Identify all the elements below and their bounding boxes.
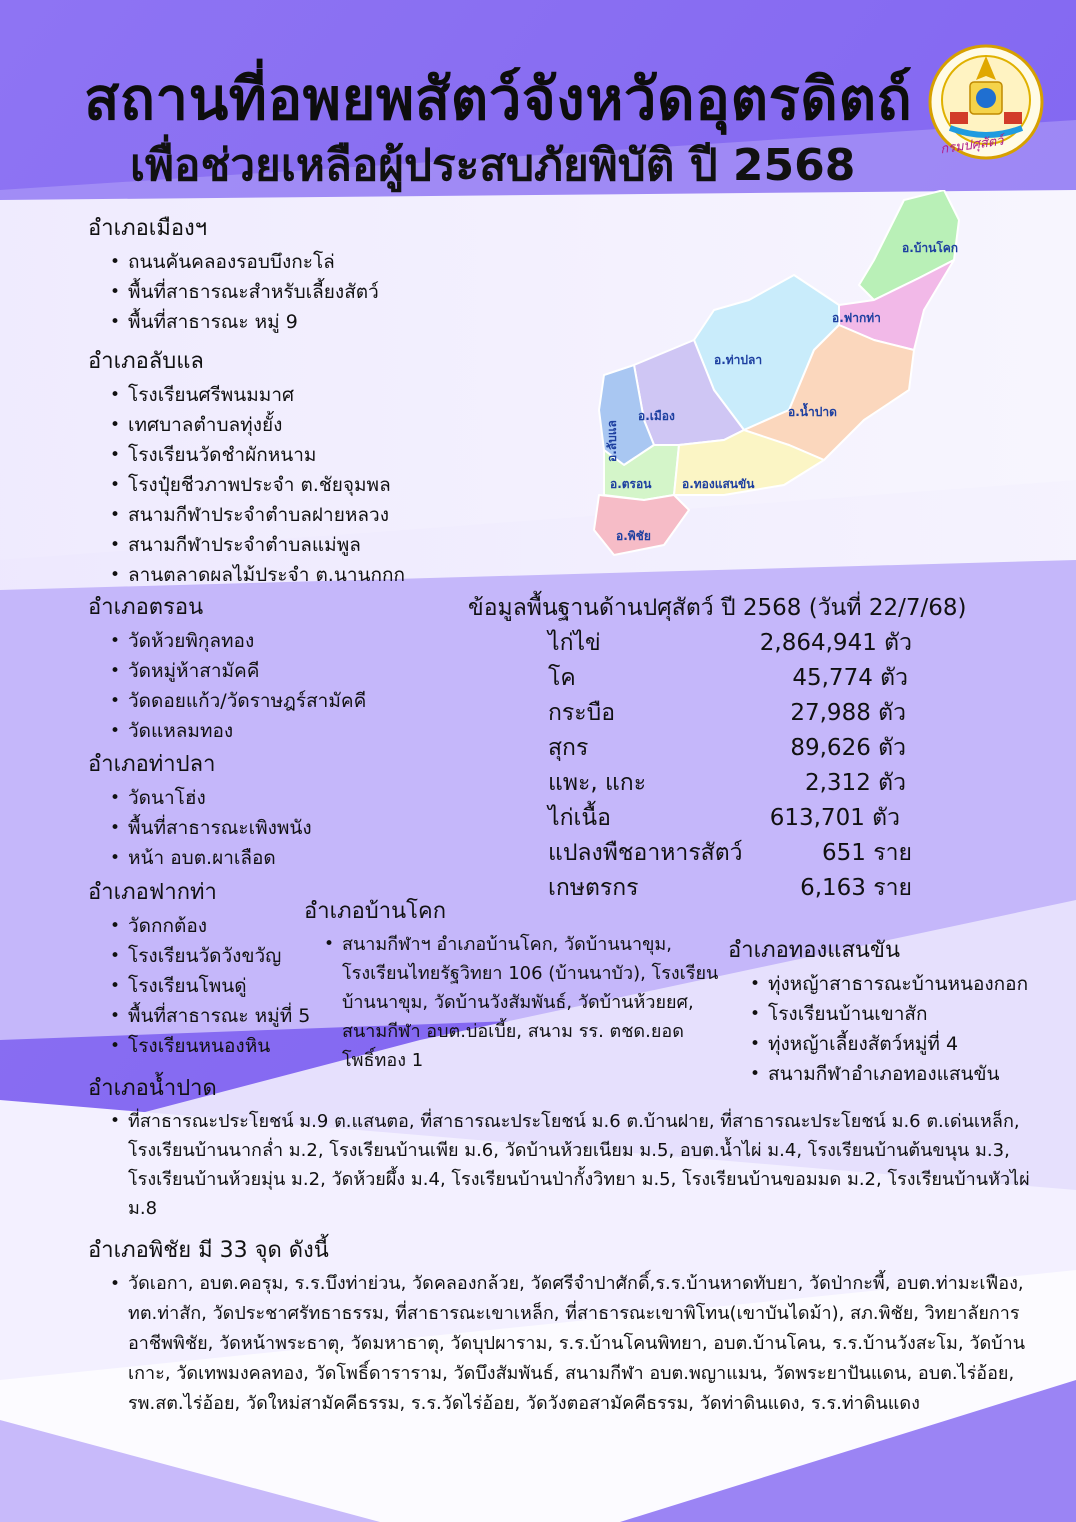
- location-list: [88, 1269, 1048, 1419]
- list-item: • วัดหมู่ห้าสามัคคี: [128, 656, 366, 686]
- list-item: • วัดเอกา, อบต.คอรุม, ร.ร.บึงท่าย่วน, วัดคลองกล้วย, วัดศรีจำปาศักดิ์,ร.ร.บ้านหาดทับยา, วัดป่ากะพี้, อบต.ท่ามะเฟือง, ทต.ท่าสัก, วัดประชาศรัทธาธรรม, ที่สาธารณะเขาเหล็ก, ที่สาธารณะเขาพิโทน(เขาบันไดม้า), สภ.พิชัย, วิทยาลัยการอาชีพพิชัย, วัดหน้าพระธาตุ, วัดมหาธาตุ, วัดบุปผาราม, ร.ร.บ้านโคนพิทยา, อบต.บ้านโคน, ร.ร.บ้านวังสะโม, วัดบ้านเกาะ, วัดเทพมงคลทอง, วัดโพธิ์ดาราราม, วัดบึงสัมพันธ์, สนามกีฬา อบต.พญาแมน, วัดพระยาปันแดน, อบต.ไร่อ้อย, รพ.สต.ไร่อ้อย, วัดใหม่สามัคคีธรรม, ร.ร.วัดไร่อ้อย, วัดวังตอสามัคคีธรรม, วัดท่าดินแดง, ร.ร.ท่าดินแดง: [128, 1269, 1048, 1419]
- map-label-mueang: อ.เมือง: [638, 409, 675, 423]
- list-item: • โรงเรียนวัดชำผักหนาม: [128, 440, 405, 470]
- district-mueang: [88, 210, 379, 337]
- map-label-nampat: อ.น้ำปาด: [788, 405, 837, 419]
- list-item: • ลานตลาดผลไม้ประจำ ต.นานกกก: [128, 560, 405, 590]
- stat-label: แปลงพืชอาหารสัตว์: [548, 840, 743, 866]
- list-item: • วัดนาโฮ่ง: [128, 783, 312, 813]
- stat-row: [548, 801, 900, 836]
- stat-row: [548, 836, 912, 871]
- stat-value: 27,988 ตัว: [790, 700, 906, 726]
- location-list: [88, 1107, 1048, 1223]
- list-item: • สนามกีฬาฯ อำเภอบ้านโคก, วัดบ้านนาขุม, โรงเรียนไทยรัฐวิทยา 106 (บ้านนาบัว), โรงเรียนบ้านนาขุม, วัดบ้านวังสัมพันธ์, วัดบ้านห้วยยศ, สนามกีฬา อบต.บ่อเบี้ย, สนาม รร. ตชด.ยอดโพธิ์ทอง 1: [342, 930, 720, 1075]
- district-nampat: [88, 1070, 1048, 1223]
- district-heading: อำเภอพิชัย มี 33 จุด ดังนี้: [88, 1238, 329, 1263]
- list-item: • หน้า อบต.ผาเลือด: [128, 843, 312, 873]
- list-item: • เทศบาลตำบลทุ่งยั้ง: [128, 410, 405, 440]
- stat-row: [548, 696, 906, 731]
- location-list: [88, 911, 310, 1061]
- district-heading: อำเภอท่าปลา: [88, 752, 216, 777]
- district-bankhok: [304, 893, 720, 1075]
- department-logo: [926, 42, 1046, 162]
- stat-label: ไก่เนื้อ: [548, 805, 611, 831]
- district-fakta: [88, 874, 310, 1061]
- location-list: [88, 626, 366, 746]
- list-item: • วัดกกต้อง: [128, 911, 310, 941]
- district-heading: อำเภอตรอน: [88, 595, 204, 620]
- district-laplae: [88, 343, 405, 590]
- district-heading: อำเภอเมืองฯ: [88, 216, 208, 241]
- stat-row: [548, 661, 908, 696]
- list-item: • ถนนคันคลองรอบบึงกะโล่: [128, 247, 379, 277]
- list-item: • ทุ่งหญ้าเลี้ยงสัตว์หมู่ที่ 4: [768, 1029, 1028, 1059]
- list-item: • พื้นที่สาธารณะ หมู่ 9: [128, 307, 379, 337]
- stat-label: สุกร: [548, 735, 589, 761]
- livestock-stats-title: ข้อมูลพื้นฐานด้านปศุสัตว์ ปี 2568 (วันที่ 22/7/68): [468, 595, 967, 621]
- stat-label: แพะ, แกะ: [548, 770, 647, 796]
- stat-row: [548, 731, 906, 766]
- list-item: • โรงเรียนบ้านเขาสัก: [768, 999, 1028, 1029]
- map-label-tron: อ.ตรอน: [610, 477, 652, 491]
- stat-label: เกษตรกร: [548, 875, 639, 901]
- stat-value: 651 ราย: [822, 840, 912, 866]
- logo-caption: กรมปศุสัตว์: [939, 133, 1005, 158]
- district-heading: อำเภอลับแล: [88, 349, 204, 374]
- district-heading: อำเภอน้ำปาด: [88, 1076, 217, 1101]
- stat-label: กระบือ: [548, 700, 616, 726]
- page-title: สถานที่อพยพสัตว์จังหวัดอุตรดิตถ์: [84, 65, 913, 133]
- map-label-thongsaenkhan: อ.ทองแสนขัน: [682, 477, 755, 491]
- stat-value: 2,312 ตัว: [804, 770, 906, 796]
- district-phichai: [88, 1232, 1048, 1419]
- list-item: • โรงปุ๋ยชีวภาพประจำ ต.ชัยจุมพล: [128, 470, 405, 500]
- map-region-phichai: [594, 495, 689, 555]
- stat-label: ไก่ไข่: [548, 630, 601, 656]
- stat-value: 2,864,941 ตัว: [759, 630, 912, 656]
- uttaradit-map: [574, 190, 994, 560]
- location-list: [304, 930, 720, 1075]
- stat-value: 6,163 ราย: [800, 875, 912, 901]
- stat-value: 613,701 ตัว: [769, 805, 900, 831]
- list-item: • พื้นที่สาธารณะ หมู่ที่ 5: [128, 1001, 310, 1031]
- district-heading: อำเภอฟากท่า: [88, 880, 217, 905]
- location-list: [88, 783, 312, 873]
- list-item: • โรงเรียนหนองหิน: [128, 1031, 310, 1061]
- map-label-laplae: อ.ลับแล: [605, 420, 619, 462]
- list-item: • พื้นที่สาธารณะสำหรับเลี้ยงสัตว์: [128, 277, 379, 307]
- location-list: [88, 380, 405, 590]
- list-item: • ที่สาธารณะประโยชน์ ม.9 ต.แสนตอ, ที่สาธารณะประโยชน์ ม.6 ต.บ้านฝาย, ที่สาธารณะประโยชน์ ม.6 ต.เด่นเหล็ก, โรงเรียนบ้านนากล่ำ ม.2, โรงเรียนบ้านเพีย ม.6, วัดบ้านห้วยเนียม ม.5, อบต.น้ำไผ่ ม.4, โรงเรียนบ้านต้นขนุน ม.3, โรงเรียนบ้านห้วยมุ่น ม.2, วัดห้วยผึ้ง ม.4, โรงเรียนบ้านป่ากั้งวิทยา ม.5, โรงเรียนบ้านขอมมด ม.2, โรงเรียนบ้านหัวไผ่ ม.8: [128, 1107, 1048, 1223]
- district-thapla: [88, 746, 312, 873]
- list-item: • สนามกีฬาอำเภอทองแสนขัน: [768, 1059, 1028, 1089]
- map-label-bankhok: อ.บ้านโคก: [902, 241, 959, 255]
- map-label-thapla: อ.ท่าปลา: [714, 353, 763, 367]
- list-item: • พื้นที่สาธารณะเพิงพนัง: [128, 813, 312, 843]
- district-map: [574, 190, 994, 560]
- stat-row: [548, 626, 912, 661]
- stat-row: [548, 766, 906, 801]
- district-thongsaenkhan: [728, 932, 1028, 1089]
- list-item: • โรงเรียนวัดวังขวัญ: [128, 941, 310, 971]
- list-item: • โรงเรียนโพนดู่: [128, 971, 310, 1001]
- district-tron: [88, 589, 366, 746]
- stat-label: โค: [548, 665, 576, 691]
- stat-value: 45,774 ตัว: [792, 665, 908, 691]
- livestock-stats-table: [548, 626, 912, 912]
- page-subtitle: เพื่อช่วยเหลือผู้ประสบภัยพิบัติ ปี 2568: [130, 140, 856, 191]
- map-label-phichai: อ.พิชัย: [616, 529, 651, 543]
- list-item: • สนามกีฬาประจำตำบลฝายหลวง: [128, 500, 405, 530]
- list-item: • สนามกีฬาประจำตำบลแม่พูล: [128, 530, 405, 560]
- district-heading: อำเภอบ้านโคก: [304, 899, 447, 924]
- list-item: • ทุ่งหญ้าสาธารณะบ้านหนองกอก: [768, 969, 1028, 999]
- list-item: • วัดห้วยพิกุลทอง: [128, 626, 366, 656]
- location-list: [88, 247, 379, 337]
- list-item: • วัดแหลมทอง: [128, 716, 366, 746]
- map-label-fakta: อ.ฟากท่า: [832, 311, 881, 325]
- stat-value: 89,626 ตัว: [790, 735, 906, 761]
- list-item: • โรงเรียนศรีพนมมาศ: [128, 380, 405, 410]
- district-heading: อำเภอทองแสนขัน: [728, 938, 900, 963]
- list-item: • วัดดอยแก้ว/วัดราษฎร์สามัคคี: [128, 686, 366, 716]
